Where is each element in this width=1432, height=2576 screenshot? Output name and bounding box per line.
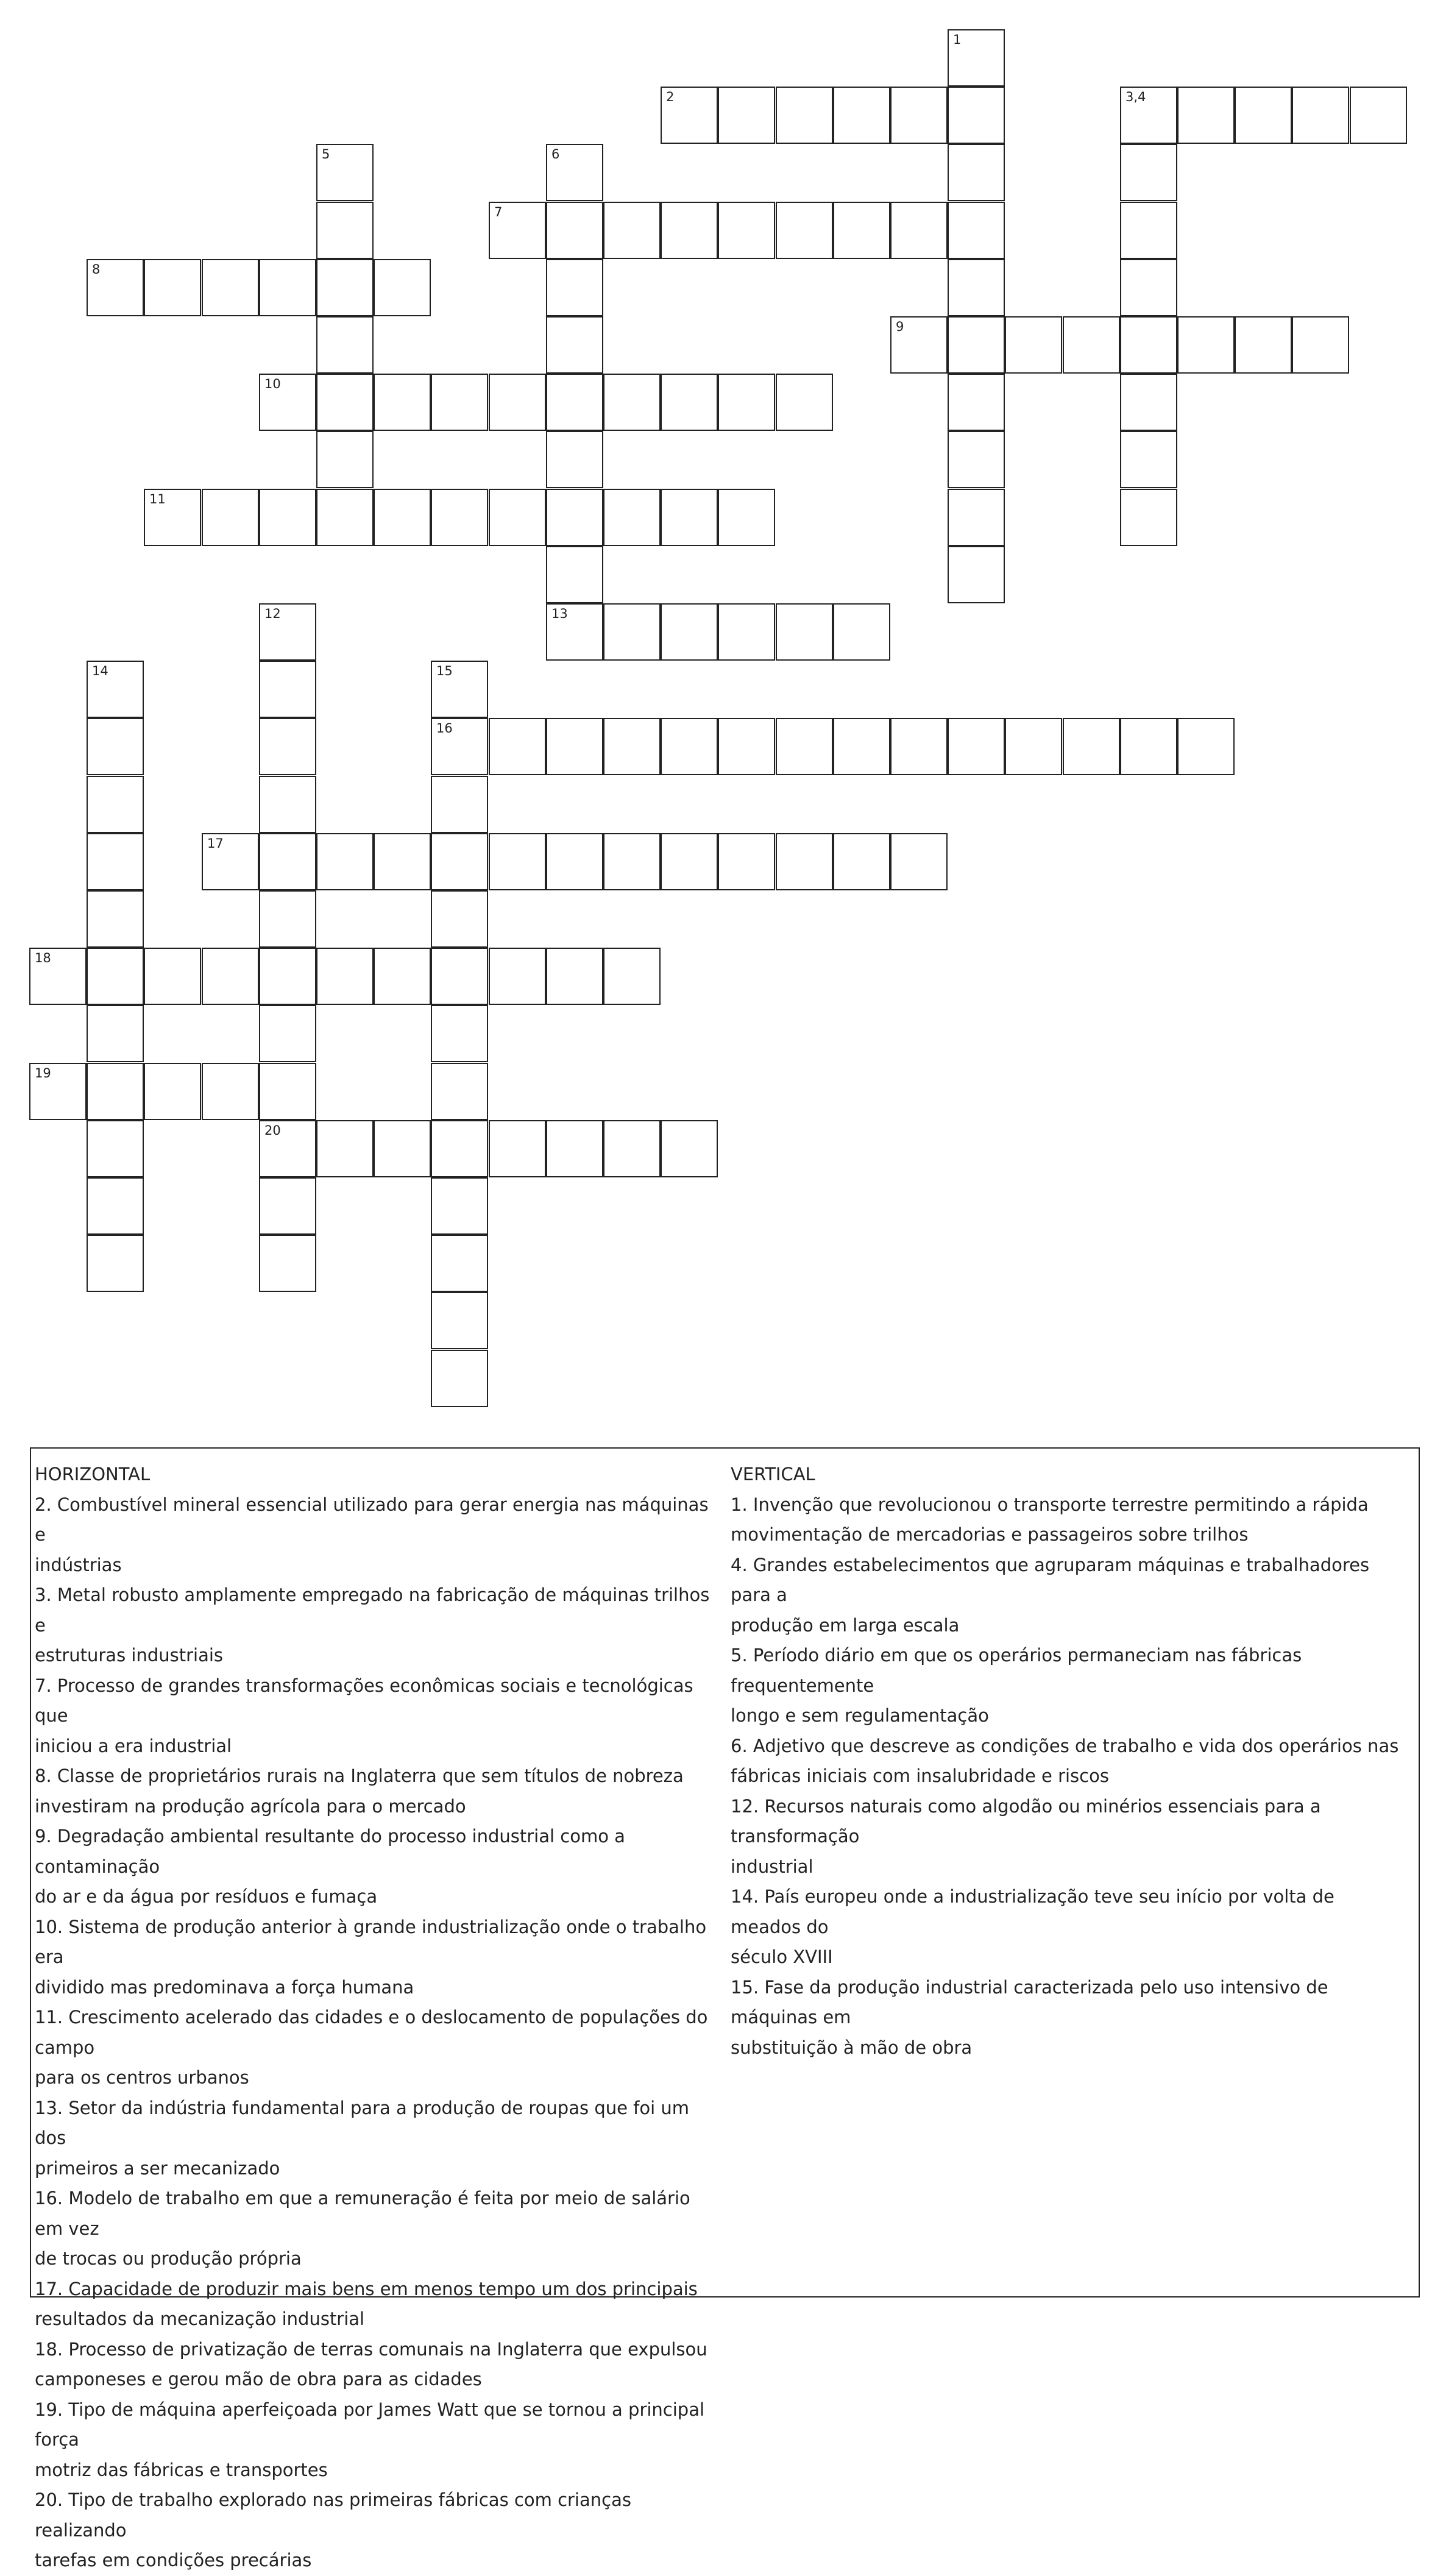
crossword-cell[interactable] <box>259 259 316 316</box>
crossword-cell[interactable] <box>1005 718 1062 775</box>
crossword-cell[interactable] <box>546 259 603 316</box>
crossword-cell[interactable] <box>546 1120 603 1177</box>
crossword-cell[interactable] <box>259 1235 316 1292</box>
crossword-cell[interactable] <box>259 661 316 718</box>
crossword-cell[interactable] <box>890 718 948 775</box>
clue-number: 6 <box>551 147 560 161</box>
clue-line: 10. Sistema de produção anterior à grande industrialização onde o trabalho era <box>35 1916 707 1967</box>
crossword-cell[interactable] <box>1120 316 1177 374</box>
crossword-cell[interactable] <box>29 948 87 1005</box>
crossword-cell[interactable] <box>316 948 374 1005</box>
vertical-clues <box>731 1460 1407 2063</box>
clue-line: 11. Crescimento acelerado das cidades e o deslocamento de populações do campo <box>35 2007 708 2058</box>
crossword-cell[interactable] <box>316 1120 374 1177</box>
crossword-cell[interactable] <box>259 1120 316 1177</box>
clue-line: 1. Invenção que revolucionou o transporte terrestre permitindo a rápida <box>731 1494 1369 1515</box>
crossword-cell[interactable] <box>87 661 144 718</box>
clue-line: 7. Processo de grandes transformações econômicas sociais e tecnológicas que <box>35 1675 693 1726</box>
clue-line: iniciou a era industrial <box>35 1735 232 1756</box>
crossword-cell[interactable] <box>776 374 833 431</box>
crossword-cell[interactable] <box>431 1177 488 1235</box>
crossword-cell[interactable] <box>374 489 431 546</box>
clue-number: 9 <box>896 319 904 334</box>
crossword-cell[interactable] <box>661 202 718 259</box>
clue-number: 14 <box>92 664 108 678</box>
crossword-cell[interactable] <box>718 202 775 259</box>
crossword-cell[interactable] <box>890 202 948 259</box>
crossword-cell[interactable] <box>603 1120 661 1177</box>
crossword-cell[interactable] <box>1177 718 1235 775</box>
horizontal-clues <box>35 1460 723 2576</box>
crossword-cell[interactable] <box>87 1235 144 1292</box>
crossword-cell[interactable] <box>1120 374 1177 431</box>
crossword-cell[interactable] <box>1177 87 1235 144</box>
clue-line: 18. Processo de privatização de terras comunais na Inglaterra que expulsou <box>35 2338 707 2360</box>
crossword-cell[interactable] <box>374 833 431 890</box>
crossword-cell[interactable] <box>202 489 259 546</box>
crossword-cell[interactable] <box>661 718 718 775</box>
crossword-cell[interactable] <box>948 259 1005 316</box>
clue-line: tarefas em condições precárias <box>35 2550 312 2571</box>
crossword-cell[interactable] <box>489 1120 546 1177</box>
crossword-cell[interactable] <box>202 1063 259 1120</box>
crossword-cell[interactable] <box>833 833 890 890</box>
crossword-cell[interactable] <box>546 833 603 890</box>
crossword-cell[interactable] <box>431 948 488 1005</box>
crossword-cell[interactable] <box>431 1005 488 1062</box>
crossword-cell[interactable] <box>316 833 374 890</box>
clue-line: 14. País europeu onde a industrialização teve seu início por volta de meados do <box>731 1886 1335 1937</box>
clue-line: indústrias <box>35 1554 122 1575</box>
crossword-cell[interactable] <box>259 890 316 948</box>
crossword-cell[interactable] <box>776 87 833 144</box>
clue-number: 12 <box>264 606 281 621</box>
clue-line: estruturas industriais <box>35 1645 224 1666</box>
crossword-cell[interactable] <box>603 603 661 661</box>
crossword-cell[interactable] <box>87 890 144 948</box>
crossword-cell[interactable] <box>316 316 374 374</box>
crossword-cell[interactable] <box>603 489 661 546</box>
clue-number: 2 <box>666 90 675 104</box>
crossword-cell[interactable] <box>374 1120 431 1177</box>
clue-number: 15 <box>436 664 453 678</box>
clue-line: 6. Adjetivo que descreve as condições de trabalho e vida dos operários nas <box>731 1735 1399 1756</box>
clue-line: primeiros a ser mecanizado <box>35 2157 280 2179</box>
crossword-cell[interactable] <box>259 603 316 661</box>
crossword-cell[interactable] <box>833 202 890 259</box>
clue-line: 15. Fase da produção industrial caracterizada pelo uso intensivo de máquinas em <box>731 1976 1328 2028</box>
crossword-cell[interactable] <box>259 718 316 775</box>
crossword-cell[interactable] <box>546 374 603 431</box>
crossword-cell[interactable] <box>546 144 603 201</box>
crossword-cell[interactable] <box>718 833 775 890</box>
crossword-cell[interactable] <box>1063 316 1120 374</box>
crossword-cell[interactable] <box>890 316 948 374</box>
crossword-cell[interactable] <box>718 718 775 775</box>
crossword-cell[interactable] <box>661 1120 718 1177</box>
crossword-cell[interactable] <box>87 1120 144 1177</box>
crossword-cell[interactable] <box>202 833 259 890</box>
crossword-cell[interactable] <box>546 489 603 546</box>
clue-number: 18 <box>35 951 51 965</box>
crossword-cell[interactable] <box>431 1292 488 1349</box>
clue-number: 19 <box>35 1066 51 1080</box>
crossword-cell[interactable] <box>546 316 603 374</box>
crossword-cell[interactable] <box>661 87 718 144</box>
clue-number: 11 <box>149 492 166 506</box>
clue-number: 10 <box>264 377 281 391</box>
crossword-cell[interactable] <box>489 374 546 431</box>
clue-number: 16 <box>436 721 453 736</box>
clues-box <box>30 1447 1420 2571</box>
crossword-cell[interactable] <box>374 948 431 1005</box>
crossword-cell[interactable] <box>661 374 718 431</box>
crossword-cell[interactable] <box>1350 87 1407 144</box>
crossword-cell[interactable] <box>546 603 603 661</box>
crossword-cell[interactable] <box>776 718 833 775</box>
crossword-cell[interactable] <box>431 1350 488 1407</box>
crossword-cell[interactable] <box>29 1063 87 1120</box>
crossword-cell[interactable] <box>259 374 316 431</box>
clue-line: substituição à mão de obra <box>731 2037 973 2058</box>
crossword-cell[interactable] <box>718 603 775 661</box>
crossword-cell[interactable] <box>833 603 890 661</box>
clue-line: longo e sem regulamentação <box>731 1705 989 1726</box>
clue-line: 12. Recursos naturais como algodão ou minérios essenciais para a transformação <box>731 1795 1321 1847</box>
clue-line: século XVIII <box>731 1946 833 1967</box>
clue-line: 9. Degradação ambiental resultante do processo industrial como a contaminação <box>35 1826 625 1877</box>
clue-line: 5. Período diário em que os operários permaneciam nas fábricas frequentemente <box>731 1645 1302 1696</box>
crossword-cell[interactable] <box>144 259 201 316</box>
crossword-cell[interactable] <box>431 718 488 775</box>
crossword-cell[interactable] <box>316 431 374 488</box>
crossword-cell[interactable] <box>87 259 144 316</box>
crossword-cell[interactable] <box>603 374 661 431</box>
crossword-cell[interactable] <box>948 316 1005 374</box>
crossword-cell[interactable] <box>948 29 1005 87</box>
crossword-cell[interactable] <box>259 776 316 833</box>
crossword-cell[interactable] <box>661 489 718 546</box>
clue-line: do ar e da água por resíduos e fumaça <box>35 1886 378 1907</box>
crossword-cell[interactable] <box>948 431 1005 488</box>
clue-line: produção em larga escala <box>731 1614 960 1636</box>
clue-line: 3. Metal robusto amplamente empregado na fabricação de máquinas trilhos e <box>35 1584 710 1636</box>
crossword-cell[interactable] <box>431 1063 488 1120</box>
crossword-cell[interactable] <box>259 1063 316 1120</box>
crossword-cell[interactable] <box>776 833 833 890</box>
crossword-cell[interactable] <box>144 489 201 546</box>
crossword-cell[interactable] <box>546 546 603 603</box>
crossword-cell[interactable] <box>890 87 948 144</box>
horizontal-heading: HORIZONTAL <box>35 1464 151 1485</box>
clue-number: 13 <box>551 606 568 621</box>
clue-line: fábricas iniciais com insalubridade e riscos <box>731 1765 1109 1786</box>
clue-line: 13. Setor da indústria fundamental para a produção de roupas que foi um dos <box>35 2097 690 2148</box>
crossword-cell[interactable] <box>603 833 661 890</box>
crossword-cell[interactable] <box>431 833 488 890</box>
crossword-cell[interactable] <box>1292 316 1349 374</box>
crossword-cell[interactable] <box>316 202 374 259</box>
clue-number: 7 <box>494 205 503 219</box>
clue-line: 16. Modelo de trabalho em que a remuneração é feita por meio de salário em vez <box>35 2188 690 2239</box>
crossword-cell[interactable] <box>833 718 890 775</box>
crossword-cell[interactable] <box>1120 144 1177 201</box>
crossword-cell[interactable] <box>948 202 1005 259</box>
crossword-cell[interactable] <box>144 948 201 1005</box>
clue-number: 1 <box>953 32 962 47</box>
crossword-cell[interactable] <box>1120 259 1177 316</box>
crossword-cell[interactable] <box>1177 316 1235 374</box>
crossword-cell[interactable] <box>1292 87 1349 144</box>
crossword-cell[interactable] <box>833 87 890 144</box>
crossword-cell[interactable] <box>374 259 431 316</box>
crossword-cell[interactable] <box>546 718 603 775</box>
crossword-cell[interactable] <box>144 1063 201 1120</box>
clue-line: industrial <box>731 1856 813 1877</box>
crossword-cell[interactable] <box>948 546 1005 603</box>
crossword-cell[interactable] <box>431 1235 488 1292</box>
clue-line: de trocas ou produção própria <box>35 2248 302 2269</box>
crossword-cell[interactable] <box>1120 489 1177 546</box>
crossword-cell[interactable] <box>316 374 374 431</box>
vertical-heading: VERTICAL <box>731 1464 815 1485</box>
clue-line: resultados da mecanização industrial <box>35 2308 365 2329</box>
crossword-cell[interactable] <box>948 489 1005 546</box>
crossword-cell[interactable] <box>1120 202 1177 259</box>
crossword-cell[interactable] <box>259 833 316 890</box>
crossword-cell[interactable] <box>948 374 1005 431</box>
crossword-cell[interactable] <box>1120 718 1177 775</box>
crossword-cell[interactable] <box>87 776 144 833</box>
clue-line: 4. Grandes estabelecimentos que agruparam máquinas e trabalhadores para a <box>731 1554 1370 1605</box>
crossword-cell[interactable] <box>431 1120 488 1177</box>
clue-number: 5 <box>322 147 330 161</box>
crossword-cell[interactable] <box>489 489 546 546</box>
crossword-cell[interactable] <box>1120 431 1177 488</box>
crossword-cell[interactable] <box>661 833 718 890</box>
clue-line: dividido mas predominava a força humana <box>35 1976 414 1998</box>
crossword-cell[interactable] <box>948 144 1005 201</box>
clue-number: 3,4 <box>1125 90 1146 104</box>
crossword-cell[interactable] <box>489 202 546 259</box>
crossword-cell[interactable] <box>718 489 775 546</box>
crossword-cell[interactable] <box>87 718 144 775</box>
crossword-cell[interactable] <box>316 259 374 316</box>
clue-line: motriz das fábricas e transportes <box>35 2459 328 2480</box>
crossword-cell[interactable] <box>776 603 833 661</box>
clue-line: 8. Classe de proprietários rurais na Inglaterra que sem títulos de nobreza <box>35 1765 684 1786</box>
crossword-cell[interactable] <box>374 374 431 431</box>
crossword-cell[interactable] <box>718 374 775 431</box>
crossword-cell[interactable] <box>431 374 488 431</box>
clue-line: movimentação de mercadorias e passageiros sobre trilhos <box>731 1524 1249 1545</box>
clue-line: 2. Combustível mineral essencial utilizado para gerar energia nas máquinas e <box>35 1494 709 1545</box>
crossword-cell[interactable] <box>546 948 603 1005</box>
crossword-cell[interactable] <box>489 948 546 1005</box>
crossword-cell[interactable] <box>776 202 833 259</box>
crossword-cell[interactable] <box>661 603 718 661</box>
crossword-cell[interactable] <box>316 489 374 546</box>
crossword-cell[interactable] <box>1235 87 1292 144</box>
crossword-cell[interactable] <box>431 661 488 718</box>
crossword-cell[interactable] <box>87 833 144 890</box>
crossword-cell[interactable] <box>202 259 259 316</box>
crossword-cell[interactable] <box>1120 87 1177 144</box>
clue-line: 20. Tipo de trabalho explorado nas primeiras fábricas com crianças realizando <box>35 2489 631 2541</box>
crossword-cell[interactable] <box>948 718 1005 775</box>
crossword-cell[interactable] <box>87 1063 144 1120</box>
crossword-cell[interactable] <box>87 1177 144 1235</box>
crossword-cell[interactable] <box>546 202 603 259</box>
crossword-cell[interactable] <box>546 431 603 488</box>
clue-line: 17. Capacidade de produzir mais bens em menos tempo um dos principais <box>35 2278 698 2299</box>
crossword-cell[interactable] <box>87 1005 144 1062</box>
clue-number: 8 <box>92 262 101 277</box>
crossword-cell[interactable] <box>718 87 775 144</box>
crossword-cell[interactable] <box>603 202 661 259</box>
crossword-cell[interactable] <box>259 1177 316 1235</box>
crossword-cell[interactable] <box>489 718 546 775</box>
clue-line: para os centros urbanos <box>35 2067 249 2088</box>
crossword-cell[interactable] <box>489 833 546 890</box>
crossword-cell[interactable] <box>431 489 488 546</box>
clue-line: investiram na produção agrícola para o mercado <box>35 1795 466 1817</box>
crossword-cell[interactable] <box>948 87 1005 144</box>
crossword-cell[interactable] <box>1235 316 1292 374</box>
crossword-cell[interactable] <box>259 948 316 1005</box>
clue-number: 20 <box>264 1123 281 1138</box>
crossword-cell[interactable] <box>1005 316 1062 374</box>
crossword-cell[interactable] <box>603 948 661 1005</box>
crossword-cell[interactable] <box>259 489 316 546</box>
crossword-cell[interactable] <box>316 144 374 201</box>
clue-line: camponeses e gerou mão de obra para as cidades <box>35 2369 482 2390</box>
crossword-cell[interactable] <box>890 833 948 890</box>
crossword-cell[interactable] <box>1063 718 1120 775</box>
crossword-cell[interactable] <box>202 948 259 1005</box>
crossword-cell[interactable] <box>259 1005 316 1062</box>
crossword-cell[interactable] <box>603 718 661 775</box>
crossword-cell[interactable] <box>431 890 488 948</box>
crossword-cell[interactable] <box>87 948 144 1005</box>
crossword-cell[interactable] <box>431 776 488 833</box>
clue-line: 19. Tipo de máquina aperfeiçoada por James Watt que se tornou a principal força <box>35 2399 705 2450</box>
clue-number: 17 <box>207 836 224 851</box>
